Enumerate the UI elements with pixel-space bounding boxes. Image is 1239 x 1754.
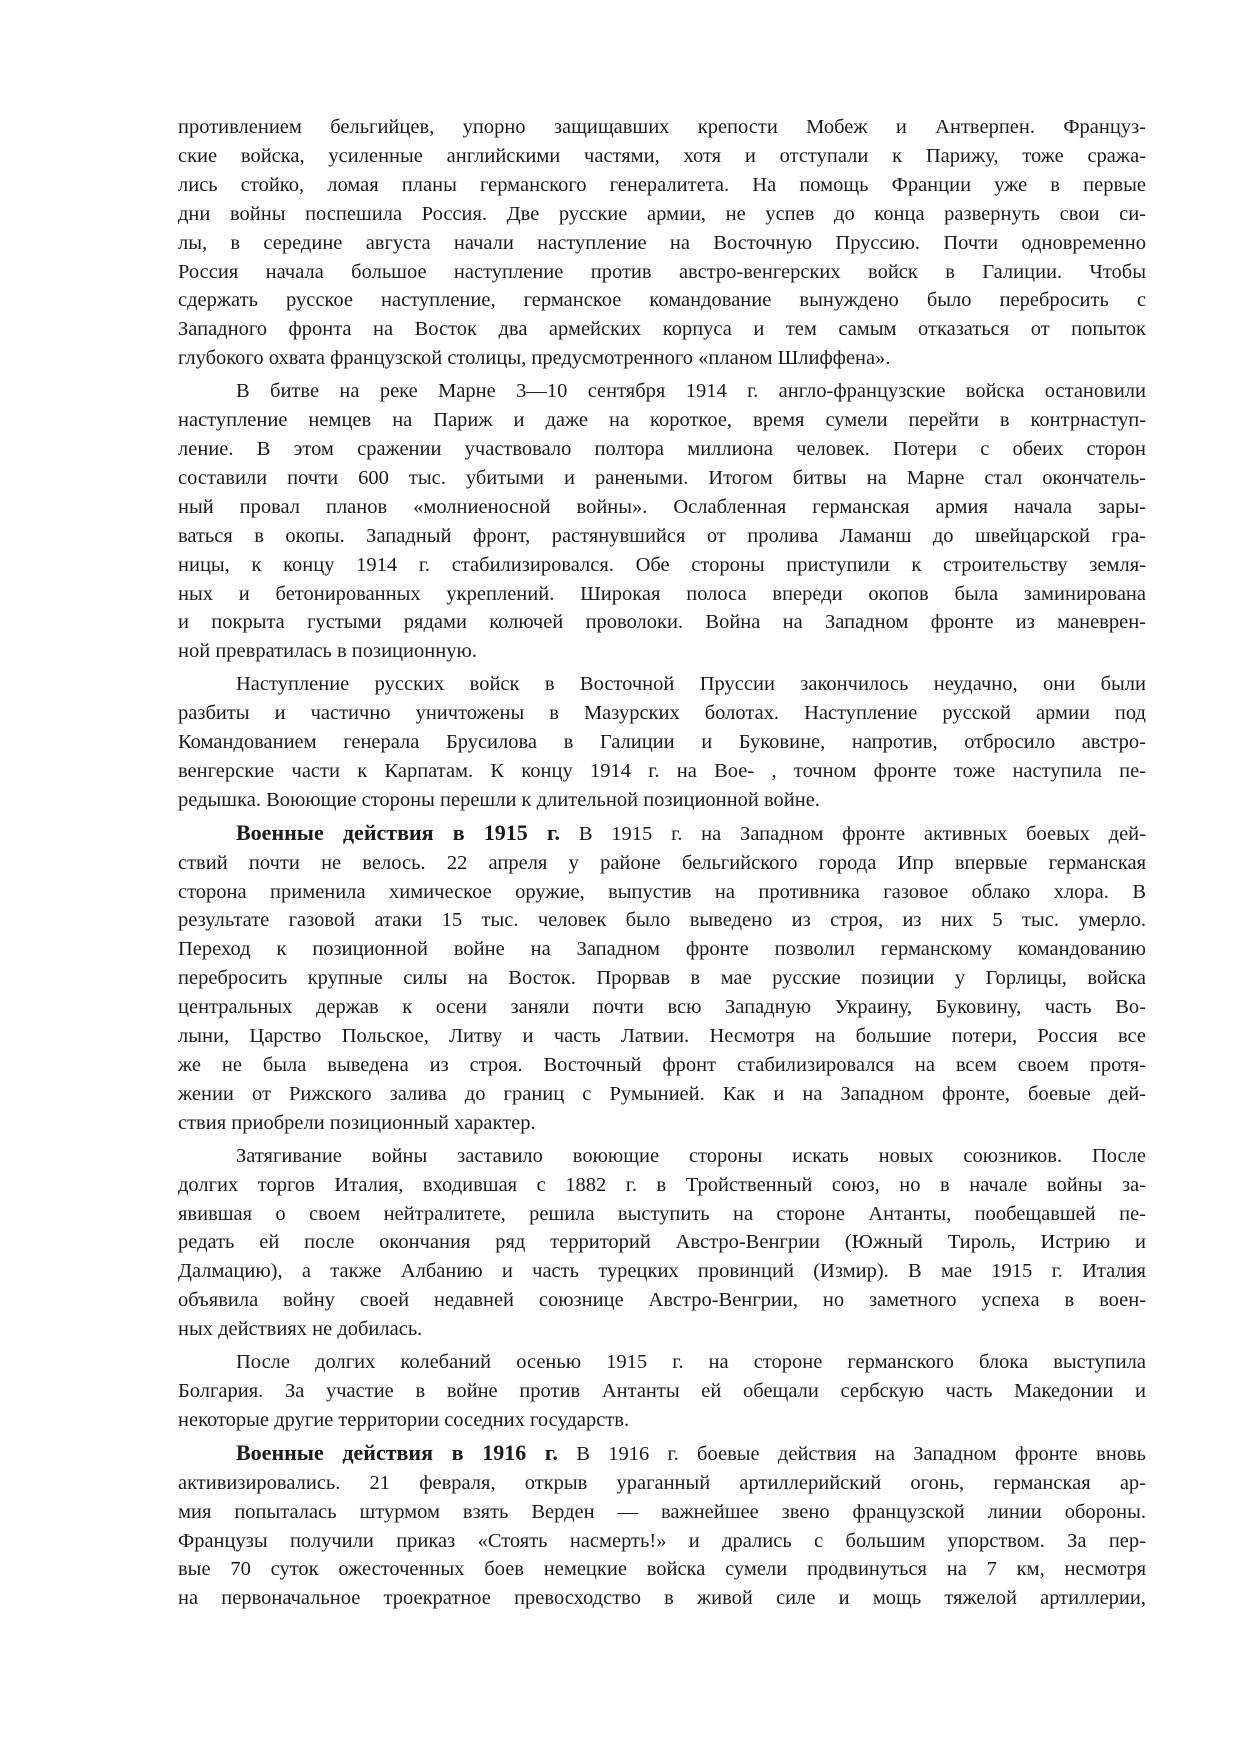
text-line: редышка. Воюющие стороны перешли к длительной позиционной войне.	[178, 788, 820, 811]
paragraph-1915	[178, 819, 1146, 1138]
text-line: перебросить крупные силы на Восток. Прорвав в мае русские позиции у Горлицы, войска	[178, 967, 1146, 990]
text-line: составили почти 600 тыс. убитыми и ранеными. Итогом битвы на Марне стал окончатель-	[178, 466, 1146, 489]
text-line: Командованием генерала Брусилова в Галиции и Буковине, напротив, отбросило австро-	[178, 731, 1146, 754]
text-line: В битве на реке Марне 3—10 сентября 1914 г. англо-французские войска остановили	[236, 380, 1146, 403]
text-run: В 1915 г. на Западном фронте активных боевых дей-	[560, 822, 1146, 845]
text-line: ствия приобрели позиционный характер.	[178, 1111, 536, 1134]
text-line: редать ей после окончания ряд территорий Австро-Венгрии (Южный Тироль, Истрию и	[178, 1231, 1146, 1254]
text-line: Далмацию), а также Албанию и часть турецких провинций (Измир). В мае 1915 г. Италия	[178, 1260, 1146, 1283]
text-line: ление. В этом сражении участвовало полтора миллиона человек. Потери с обеих сторон	[178, 437, 1146, 460]
text-run: В 1916 г. боевые действия на Западном фронте вновь	[557, 1442, 1146, 1465]
text-line: и покрыта густыми рядами колючей проволоки. Война на Западном фронте из маневрен-	[178, 611, 1146, 634]
paragraph-bulgaria	[178, 1348, 1146, 1435]
text-line: ваться в окопы. Западный фронт, растянувшийся от пролива Ламанш до швейцарской гра-	[178, 524, 1146, 547]
text-line: венгерские части к Карпатам. К концу 1914 г. на Вое- , точном фронте тоже наступила пе-	[178, 759, 1146, 782]
text-line: вые 70 суток ожесточенных боев немецкие войска сумели продвинуться на 7 км, несмотря	[178, 1558, 1146, 1581]
text-line: ствий почти не велось. 22 апреля у районе бельгийского города Ипр впервые германская	[178, 851, 1146, 874]
text-line: сдержать русское наступление, германское командование вынуждено было перебросить с	[178, 289, 1146, 312]
paragraph-marne	[178, 377, 1146, 666]
text-line: жении от Рижского залива до границ с Румынией. Как и на Западном фронте, боевые дей-	[178, 1082, 1146, 1105]
text-line: Французы получили приказ «Стоять насмерть!» и дрались с большим упорством. За пер-	[178, 1529, 1146, 1552]
document-page	[178, 113, 1146, 1617]
text-line: объявила войну своей недавней союзнице Австро-Венгрии, но заметного успеха в воен-	[178, 1289, 1146, 1312]
text-line: же не была выведена из строя. Восточный фронт стабилизировался на всем своем протя-	[178, 1054, 1146, 1076]
text-line: Болгария. За участие в войне против Антанты ей обещали сербскую часть Македонии и	[178, 1379, 1146, 1402]
text-line: Россия начала большое наступление против австро-венгерских войск в Галиции. Чтобы	[178, 260, 1146, 283]
text-line: активизировались. 21 февраля, открыв ураганный артиллерийский огонь, германская ар-	[178, 1471, 1146, 1494]
text-line: Наступление русских войск в Восточной Пруссии закончилось неудачно, они были	[236, 673, 1146, 696]
text-line: некоторые другие территории соседних государств.	[178, 1408, 630, 1431]
paragraph-1916	[178, 1439, 1146, 1613]
text-line: дни войны поспешила Россия. Две русские армии, не успев до конца развернуть свои си-	[178, 202, 1146, 225]
text-line: Западного фронта на Восток два армейских корпуса и тем самым отказаться от попыток	[178, 318, 1146, 341]
text-line: ницы, к концу 1914 г. стабилизировался. Обе стороны приступили к строительству земля-	[178, 553, 1146, 576]
text-line: на первоначальное троекратное превосходство в живой силе и мощь тяжелой артиллерии,	[178, 1587, 1146, 1610]
text-line: результате газовой атаки 15 тыс. человек было выведено из строя, из них 5 тыс. умерло.	[178, 909, 1146, 932]
text-line	[178, 819, 1146, 849]
paragraph-italy	[178, 1142, 1146, 1344]
text-line: долгих торгов Италия, входившая с 1882 г. в Тройственный союз, но в начале войны за-	[178, 1173, 1146, 1196]
text-line: ские войска, усиленные английскими частями, хотя и отступали к Парижу, тоже сража-	[178, 144, 1146, 167]
section-heading-1916: Военные действия в 1916 г.	[236, 1439, 558, 1465]
text-line: Затягивание войны заставило воюющие стороны искать новых союзников. После	[236, 1144, 1146, 1167]
text-line	[178, 1439, 1146, 1469]
text-line: ной превратилась в позиционную.	[178, 640, 477, 663]
text-line: ный провал планов «молниеносной войны». Ослабленная германская армия начала зары-	[178, 495, 1146, 518]
text-line: разбиты и частично уничтожены в Мазурских болотах. Наступление русской армии под	[178, 702, 1146, 725]
text-line: ных действиях не добилась.	[178, 1318, 423, 1341]
text-line: центральных держав к осени заняли почти всю Западную Украину, Буковину, часть Во-	[178, 996, 1146, 1019]
paragraph-schlieffen	[178, 113, 1146, 373]
paragraph-east-prussia	[178, 670, 1146, 815]
text-line: явившая о своем нейтралитете, решила выступить на стороне Антанты, пообещавшей пе-	[178, 1202, 1146, 1225]
text-line: противлением бельгийцев, упорно защищавших крепости Мобеж и Антверпен. Француз-	[178, 116, 1146, 138]
text-line: сторона применила химическое оружие, выпустив на противника газовое облако хлора. В	[178, 880, 1146, 903]
text-line: После долгих колебаний осенью 1915 г. на стороне германского блока выступила	[236, 1351, 1146, 1374]
text-line: лы, в середине августа начали наступление на Восточную Пруссию. Почти одновременно	[178, 231, 1146, 254]
text-line: ных и бетонированных укреплений. Широкая полоса впереди окопов была заминирована	[178, 582, 1146, 605]
text-line: лыни, Царство Польское, Литву и часть Латвии. Несмотря на большие потери, Россия все	[178, 1025, 1146, 1048]
text-line: Переход к позиционной войне на Западном фронте позволил германскому командованию	[178, 938, 1146, 961]
text-line: наступление немцев на Париж и даже на короткое, время сумели перейти в контрнаступ-	[178, 409, 1146, 432]
section-heading-1915: Военные действия в 1915 г.	[236, 819, 560, 845]
text-line: лись стойко, ломая планы германского генералитета. На помощь Франции уже в первые	[178, 173, 1146, 196]
text-line: мия попыталась штурмом взять Верден — важнейшее звено французской линии обороны.	[178, 1500, 1146, 1523]
text-line: глубокого охвата французской столицы, предусмотренного «планом Шлиффена».	[178, 347, 891, 370]
